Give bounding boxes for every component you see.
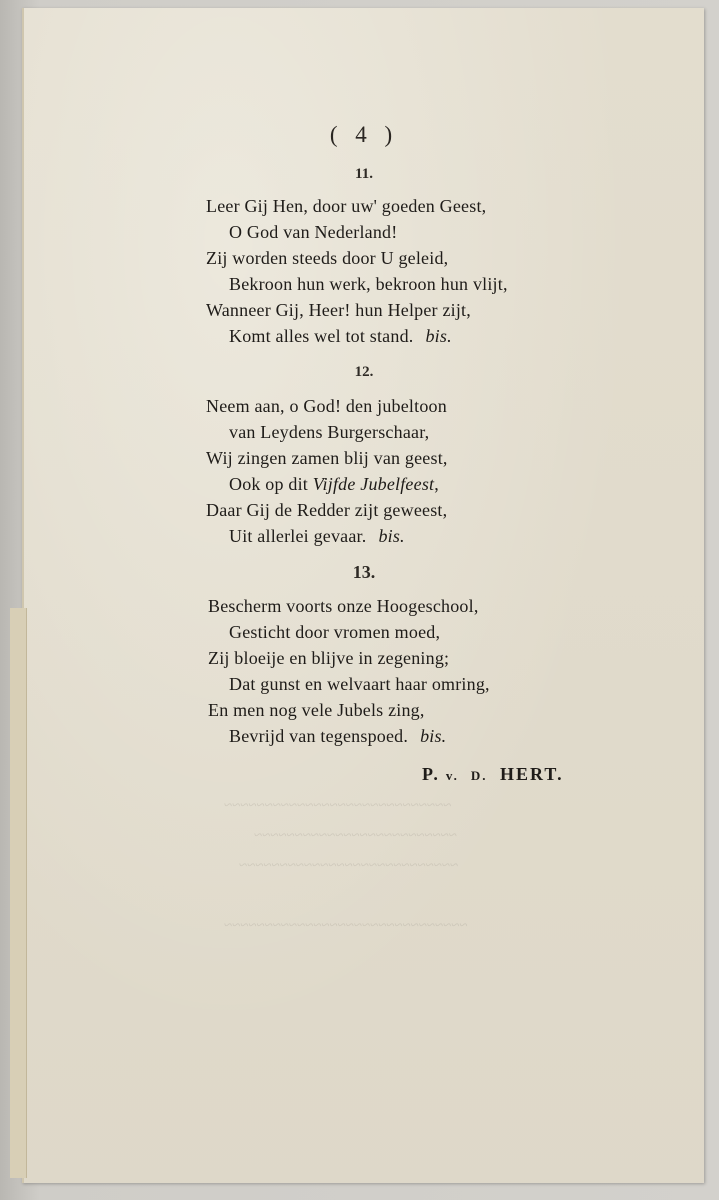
poem-line-text: Uit allerlei gevaar. bbox=[229, 526, 367, 546]
page-number: ( 4 ) bbox=[329, 122, 399, 147]
author-signature bbox=[422, 764, 564, 785]
poem-line bbox=[229, 526, 405, 547]
signature-particle: v. bbox=[445, 768, 459, 783]
poem-line: Dat gunst en welvaart haar omring, bbox=[229, 674, 490, 694]
poem-line: Daar Gij de Redder zijt geweest, bbox=[206, 500, 448, 520]
signature-name: HERT. bbox=[500, 764, 564, 784]
stanza-number: 11. bbox=[355, 166, 373, 182]
poem-line-text: , bbox=[434, 474, 439, 494]
bleed-through: ~~~~~~~~~~~~~~~~~~~~~~~~~~~ bbox=[239, 858, 459, 874]
poem-line: En men nog vele Jubels zing, bbox=[208, 700, 425, 720]
poem-line: Bescherm voorts onze Hoogeschool, bbox=[208, 596, 479, 616]
stanza-number: 12. bbox=[354, 364, 374, 380]
poem-line: O God van Nederland! bbox=[229, 222, 398, 242]
poem-line bbox=[229, 326, 452, 347]
poem-line: Zij worden steeds door U geleid, bbox=[206, 248, 449, 268]
stanza-number: 13. bbox=[352, 562, 376, 582]
poem-line-text: Komt alles wel tot stand. bbox=[229, 326, 414, 346]
signature-particle: D. bbox=[470, 768, 488, 783]
poem-line: Zij bloeije en blijve in zegening; bbox=[208, 648, 450, 668]
poem-line: Leer Gij Hen, door uw' goeden Geest, bbox=[206, 196, 487, 216]
poem-line-text: Ook op dit bbox=[229, 474, 313, 494]
bis-mark: bis. bbox=[425, 326, 452, 346]
poem-line bbox=[229, 474, 439, 495]
poem-line bbox=[229, 726, 446, 747]
poem-line-text: Bevrijd van tegenspoed. bbox=[229, 726, 409, 746]
bleed-through: ~~~~~~~~~~~~~~~~~~~~~~~~~~~~~~ bbox=[224, 918, 468, 934]
bleed-through: ~~~~~~~~~~~~~~~~~~~~~~~~~ bbox=[254, 828, 457, 844]
poem-line: Wij zingen zamen blij van geest, bbox=[206, 448, 448, 468]
poem-line-italic: Vijfde Jubelfeest bbox=[312, 474, 435, 494]
bleed-through: ~~~~~~~~~~~~~~~~~~~~~~~~~~~~ bbox=[224, 798, 452, 814]
document-page bbox=[22, 8, 704, 1183]
bis-mark: bis. bbox=[420, 726, 447, 746]
poem-line: Gesticht door vromen moed, bbox=[229, 622, 441, 642]
poem-line: Bekroon hun werk, bekroon hun vlijt, bbox=[229, 274, 508, 294]
signature-initial: P. bbox=[422, 764, 440, 784]
bis-mark: bis. bbox=[378, 526, 405, 546]
poem-line: Wanneer Gij, Heer! hun Helper zijt, bbox=[206, 300, 471, 320]
poem-line: van Leydens Burgerschaar, bbox=[229, 422, 430, 442]
poem-line: Neem aan, o God! den jubeltoon bbox=[206, 396, 447, 416]
